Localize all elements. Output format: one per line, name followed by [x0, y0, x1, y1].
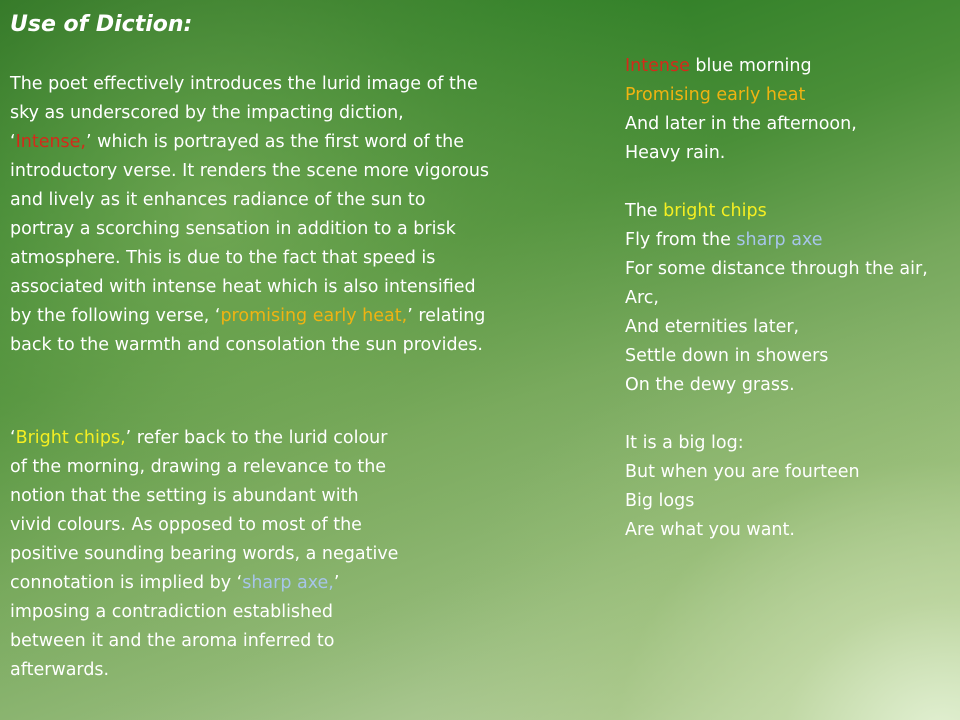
poem-line: [625, 226, 945, 255]
poem-stanza-3: [625, 429, 945, 545]
poem-line: It is a big log:: [625, 433, 744, 453]
poem-line: Promising early heat: [625, 85, 806, 105]
poem-stanza-2: [625, 197, 945, 400]
poem: [625, 52, 945, 545]
analysis-p1-text-2: ’ which is portrayed as the first word of the introductory verse. It renders the scene more vigorous and lively as it enhances radiance of the sun to portray a scorching sensation in addition to a brisk atmosphere. This is due to the fact that speed is associated with intense heat which is also intensified by the following verse, ‘: [10, 132, 490, 326]
poem-line: [625, 52, 945, 81]
highlight-bright-chips: Bright chips,: [15, 428, 126, 448]
analysis-p2-text-2: ’ refer back to the lurid colour of the morning, drawing a relevance to the notion that the setting is abundant with vivid colours. As opposed to most of the positive sounding bearing words, a negative connotation is implied by ‘: [10, 428, 399, 593]
poem-line: Arc,: [625, 288, 659, 308]
poem-highlight-sharp-axe: sharp axe: [736, 230, 823, 250]
poem-line: On the dewy grass.: [625, 375, 795, 395]
poem-line-text: blue morning: [689, 56, 812, 76]
analysis-p1-text-3: ’ relating back to the warmth and consolation the sun provides.: [10, 306, 486, 355]
poem-line: And later in the afternoon,: [625, 114, 857, 134]
poem-line: For some distance through the air,: [625, 259, 928, 279]
highlight-sharp-axe: sharp axe,: [242, 573, 334, 593]
poem-stanza-1: [625, 52, 945, 168]
poem-line: Are what you want.: [625, 520, 795, 540]
poem-line: Settle down in showers: [625, 346, 829, 366]
analysis-paragraph-2: [10, 424, 400, 685]
analysis-p2-text-3: ’ imposing a contradiction established between it and the aroma inferred to afterwards.: [10, 573, 340, 680]
poem-highlight-intense: Intense: [625, 56, 690, 76]
slide-title: Use of Diction:: [10, 12, 193, 37]
poem-highlight-bright-chips: bright chips: [663, 201, 767, 221]
poem-line-text: The: [625, 201, 664, 221]
poem-line: [625, 197, 945, 226]
highlight-promising-early-heat: promising early heat,: [220, 306, 408, 326]
analysis-p1-text-1: The poet effectively introduces the lurid image of the sky as underscored by the impacting diction, ‘: [10, 74, 478, 152]
poem-line-text: Fly from the: [625, 230, 737, 250]
highlight-intense: Intense,: [15, 132, 86, 152]
poem-line: Big logs: [625, 491, 695, 511]
poem-line: Heavy rain.: [625, 143, 726, 163]
analysis-paragraph-1: [10, 70, 490, 360]
poem-line: But when you are fourteen: [625, 462, 860, 482]
poem-line: And eternities later,: [625, 317, 800, 337]
analysis-p2-text-1: ‘: [10, 428, 16, 448]
